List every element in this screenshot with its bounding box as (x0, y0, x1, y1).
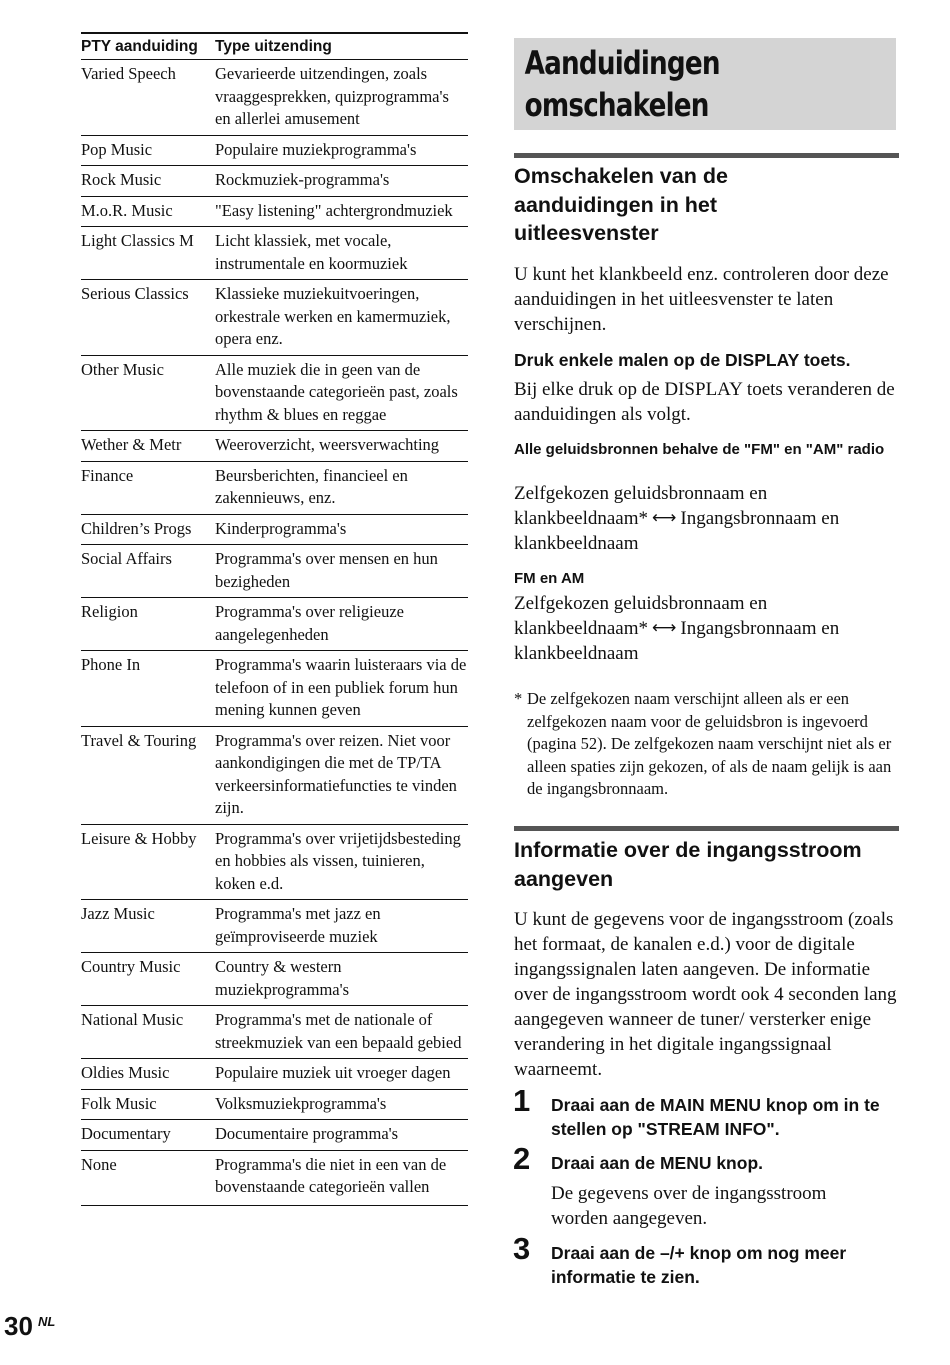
section1-intro: U kunt het klankbeeld enz. controleren door deze aanduidingen in het uitleesvenster te laten verschijnen. (514, 264, 889, 335)
broadcast-type: Weeroverzicht, weersverwachting (215, 435, 440, 454)
table-row (81, 598, 468, 651)
page-title: Aanduidingen omschakelen (524, 44, 720, 124)
section-rule (514, 826, 899, 831)
section2-intro: U kunt de gegevens voor de ingangsstroom (zoals het formaat, de kanalen e.d.) voor de digitale ingangssignalen laten aangeven. De informatie over de ingangsstroom wordt ook 4 seconden lang aangegeven wanneer de tuner/ versterker enige verandering in het digitale ingangssignaal waarneemt. (514, 909, 897, 1080)
table-row (81, 431, 468, 462)
pty-label: Wether & Metr (81, 435, 182, 454)
pty-label: National Music (81, 1010, 184, 1029)
pty-label: Phone In (81, 655, 141, 674)
table-row (81, 227, 468, 280)
table-row (81, 545, 468, 598)
broadcast-type: Country & western muziekprogramma's (215, 957, 350, 999)
table-row (81, 356, 468, 432)
broadcast-type: Klassieke muziekuitvoeringen, orkestrale werken en kamermuziek, opera enz. (215, 284, 451, 348)
sub1-right: Ingangsbronnaam en klankbeeldnaam (514, 508, 840, 554)
sub2-sequence (514, 591, 889, 666)
table-row (81, 900, 468, 953)
table-row (81, 1090, 468, 1121)
pty-label: Jazz Music (81, 904, 155, 923)
broadcast-type: Populaire muziek uit vroeger dagen (215, 1063, 451, 1082)
broadcast-type: "Easy listening" achtergrondmuziek (215, 200, 453, 220)
header-pty: PTY aanduiding (81, 38, 198, 55)
table-row (81, 280, 468, 356)
step-number: 2 (513, 1141, 531, 1176)
footnote-text: De zelfgekozen naam verschijnt alleen als er een zelfgekozen naam voor de geluidsbron is ingevoerd (pagina 52). De zelfgekozen naam verschijnt niet als er alleen spaties zijn gekozen, of als de naam gelijk is aan de ingangsbronnaam. (527, 689, 892, 798)
page-number: 30 (4, 1311, 33, 1341)
section1-heading: Omschakelen van de aanduidingen in het uitleesvenster (514, 164, 728, 245)
footnote-mark: * (514, 689, 523, 708)
pty-label: Serious Classics (81, 284, 189, 303)
sub2-left: Zelfgekozen geluidsbronnaam en klankbeeldnaam* (514, 593, 768, 639)
sub1-left: Zelfgekozen geluidsbronnaam en klankbeeldnaam* (514, 483, 768, 529)
pty-label: Leisure & Hobby (81, 828, 197, 848)
page-language-suffix: NL (38, 1314, 56, 1329)
broadcast-type: Programma's die niet in een van de bovenstaande categorieën vallen (215, 1154, 447, 1196)
pty-label: Social Affairs (81, 549, 172, 568)
pty-label: Varied Speech (81, 64, 176, 83)
step-text: Draai aan de MENU knop. (551, 1153, 763, 1173)
broadcast-type: Programma's over mensen en hun bezigheden (215, 549, 438, 591)
pty-label: Children’s Progs (81, 518, 192, 538)
sub2-heading: FM en AM (514, 570, 585, 587)
pty-label: Pop Music (81, 139, 153, 159)
table-row (81, 953, 468, 1006)
table-row (81, 462, 468, 515)
step-text: Draai aan de –/+ knop om nog meer informatie te zien. (551, 1243, 847, 1287)
table-row (81, 1120, 468, 1151)
sub1-heading: Alle geluidsbronnen behalve de "FM" en "AM" radio (514, 441, 885, 458)
footnote (514, 688, 900, 801)
table-row (81, 1059, 468, 1090)
pty-label: Folk Music (81, 1093, 157, 1113)
bidirectional-arrow-icon: ⟷ (652, 508, 677, 528)
pty-label: None (81, 1154, 117, 1174)
table-row (81, 166, 468, 197)
table-row (81, 60, 468, 136)
pty-label: Finance (81, 465, 134, 485)
table-row (81, 825, 468, 901)
pty-label: Oldies Music (81, 1063, 170, 1082)
sub2-right: Ingangsbronnaam en klankbeeldnaam (514, 618, 840, 664)
table-row (81, 515, 468, 546)
section1-instruction-detail: Bij elke druk op de DISPLAY toets veranderen de aanduidingen als volgt. (514, 379, 895, 425)
broadcast-type: Documentaire programma's (215, 1124, 399, 1143)
section-rule (514, 153, 899, 158)
pty-table (81, 32, 468, 1206)
title-box (514, 38, 896, 130)
step-number: 3 (513, 1231, 531, 1266)
pty-label: M.o.R. Music (81, 200, 173, 220)
broadcast-type: Populaire muziekprogramma's (215, 139, 417, 159)
table-row (81, 197, 468, 228)
pty-label: Religion (81, 602, 138, 621)
broadcast-type: Programma's over reizen. Niet voor aankondigingen die met de TP/TA verkeersinformatiefuncties te vinden zijn. (215, 730, 457, 817)
broadcast-type: Alle muziek die in geen van de bovenstaande categorieën past, zoals rhythm & blues en reggae (215, 359, 458, 424)
table-row (81, 1006, 468, 1059)
broadcast-type: Volksmuziekprogramma's (215, 1093, 387, 1113)
table-row (81, 651, 468, 727)
section2-heading: Informatie over de ingangsstroom aangeven (514, 838, 862, 891)
pty-label: Rock Music (81, 170, 162, 189)
sub1-sequence (514, 481, 889, 556)
broadcast-type: Rockmuziek-programma's (215, 170, 390, 189)
broadcast-type: Kinderprogramma's (215, 518, 347, 538)
table-row (81, 1151, 468, 1206)
header-type: Type uitzending (215, 38, 332, 55)
table-header (81, 32, 468, 60)
table-body (81, 60, 468, 1206)
pty-label: Travel & Touring (81, 730, 197, 750)
table-row (81, 727, 468, 825)
pty-label: Documentary (81, 1124, 171, 1143)
step-number: 1 (513, 1083, 531, 1118)
broadcast-type: Programma's met jazz en geïmproviseerde muziek (215, 904, 381, 946)
bidirectional-arrow-icon: ⟷ (652, 618, 677, 638)
broadcast-type: Programma's over vrijetijdsbesteding en hobbies als vissen, tuinieren, koken e.d. (215, 828, 461, 893)
broadcast-type: Programma's over religieuze aangelegenheden (215, 602, 404, 644)
table-row (81, 136, 468, 167)
section1-instruction: Druk enkele malen op de DISPLAY toets. (514, 350, 851, 370)
broadcast-type: Programma's met de nationale of streekmuziek van een bepaald gebied (215, 1010, 462, 1052)
broadcast-type: Programma's waarin luisteraars via de telefoon of in een publiek forum hun mening kunnen geven (215, 655, 467, 719)
pty-label: Other Music (81, 359, 164, 379)
broadcast-type: Gevarieerde uitzendingen, zoals vraaggesprekken, quizprogramma's en allerlei amusement (215, 64, 449, 128)
pty-label: Country Music (81, 957, 181, 976)
step-description: De gegevens over de ingangsstroom worden aangegeven. (551, 1183, 827, 1229)
step-text: Draai aan de MAIN MENU knop om in te stellen op "STREAM INFO". (551, 1095, 880, 1139)
broadcast-type: Beursberichten, financieel en zakennieuws, enz. (215, 465, 408, 507)
broadcast-type: Licht klassiek, met vocale, instrumentale en koormuziek (215, 231, 408, 273)
pty-label: Light Classics M (81, 231, 194, 250)
